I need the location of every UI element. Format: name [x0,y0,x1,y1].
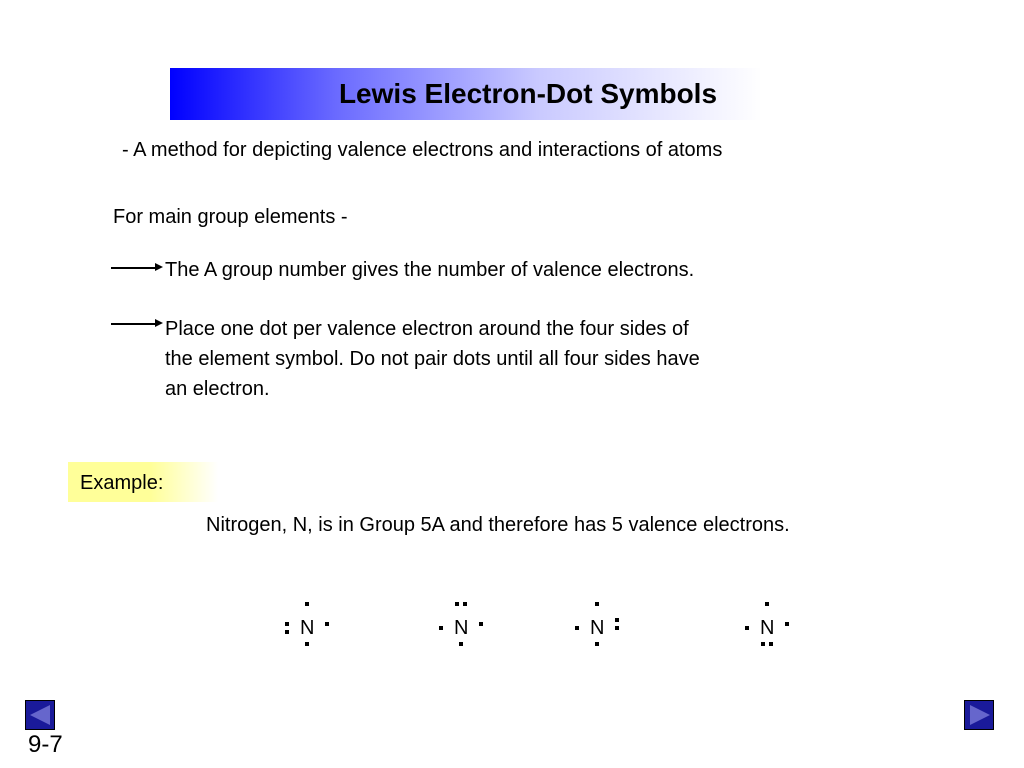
lewis-structure [740,586,810,656]
lewis-structure [570,586,640,656]
electron-dot [455,602,459,606]
example-text: Nitrogen, N, is in Group 5A and therefore has 5 valence electrons. [206,514,790,536]
element-symbol: N [454,617,469,639]
bullet-2-line-2: the element symbol. Do not pair dots until all four sides have [165,348,700,370]
electron-dot [615,626,619,630]
next-slide-icon [970,705,990,725]
electron-dot [479,622,483,626]
bullet-2-line-1: Place one dot per valence electron around the four sides of [165,318,689,340]
electron-dot [745,626,749,630]
example-label: Example: [80,472,164,494]
arrow-icon [111,263,163,273]
electron-dot [463,602,467,606]
electron-dot [595,642,599,646]
bullet-1-text: The A group number gives the number of valence electrons. [165,259,695,281]
electron-dot [439,626,443,630]
electron-dot [765,602,769,606]
electron-dot [325,622,329,626]
lewis-structure [430,586,500,656]
electron-dot [575,626,579,630]
slide-number: 9-7 [28,731,63,758]
previous-slide-button[interactable] [25,700,55,730]
lewis-structure [280,586,350,656]
element-symbol: N [760,617,775,639]
intro-text: For main group elements - [113,206,348,228]
arrow-icon [111,319,163,329]
electron-dot [459,642,463,646]
electron-dot [615,618,619,622]
element-symbol: N [590,617,605,639]
subtitle: - A method for depicting valence electrons and interactions of atoms [122,139,723,161]
electron-dot [769,642,773,646]
electron-dot [305,602,309,606]
electron-dot [305,642,309,646]
electron-dot [761,642,765,646]
electron-dot [595,602,599,606]
element-symbol: N [300,617,315,639]
electron-dot [785,622,789,626]
slide-title: Lewis Electron-Dot Symbols [338,78,718,109]
previous-slide-icon [30,705,50,725]
next-slide-button[interactable] [964,700,994,730]
electron-dot [285,630,289,634]
bullet-2-line-3: an electron. [165,378,270,400]
electron-dot [285,622,289,626]
